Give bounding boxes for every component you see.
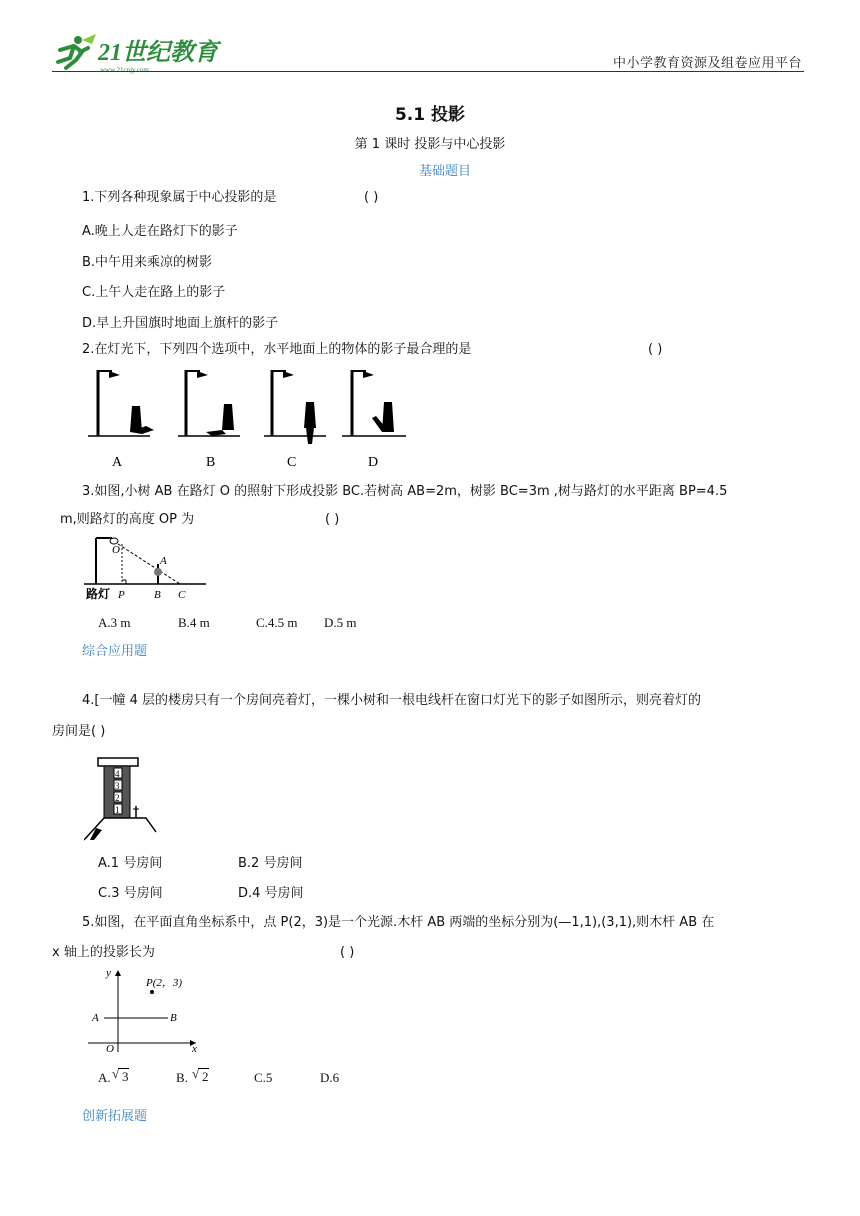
q5-label-a: A bbox=[92, 1012, 99, 1024]
q5-label-p: P(2，3) bbox=[146, 977, 183, 989]
q5-option-d: D.6 bbox=[320, 1070, 340, 1085]
q2-label-d: D bbox=[368, 455, 379, 470]
q4-figure bbox=[84, 754, 174, 846]
lesson-subtitle: 第 1 课时 投影与中心投影 bbox=[354, 137, 506, 152]
q2-stem: 2.在灯光下，下列四个选项中，水平地面上的物体的影子最合理的是 bbox=[82, 342, 472, 357]
q3-label-lamp: 路灯 bbox=[86, 587, 111, 601]
q1-stem: 1.下列各种现象属于中心投影的是 bbox=[82, 190, 277, 205]
q2-label-a: A bbox=[112, 455, 123, 470]
q5-option-b-label: B. bbox=[176, 1070, 188, 1085]
q2-figure-c bbox=[264, 370, 326, 444]
q3-stem-line1: 3.如图,小树 AB 在路灯 O 的照射下形成投影 BC.若树高 AB=2m，树影 BC=3m ,树与路灯的水平距离 BP=4.5 bbox=[82, 484, 728, 499]
section-basic: 基础题目 bbox=[418, 164, 471, 179]
runner-logo-icon bbox=[52, 30, 232, 76]
q5-label-x: x bbox=[192, 1043, 197, 1055]
q5-label-o: O bbox=[106, 1043, 114, 1055]
q4-option-c: C.3 号房间 bbox=[98, 886, 163, 901]
q4-stem-line2: 房间是( ) bbox=[52, 724, 106, 739]
q2-figure-a bbox=[88, 370, 154, 436]
q1-paren: ( ) bbox=[364, 190, 379, 205]
logo bbox=[52, 30, 232, 76]
q5-figure bbox=[84, 964, 206, 1056]
q4-stem-line1: 4.[一幢 4 层的楼房只有一个房间亮着灯，一棵小树和一根电线杆在窗口灯光下的影子如图所示，则亮着灯的 bbox=[82, 693, 702, 708]
q5-option-b-value bbox=[192, 1066, 209, 1085]
q4-option-a: A.1 号房间 bbox=[98, 856, 163, 871]
section-applied: 综合应用题 bbox=[82, 644, 148, 659]
q3-label-c: C bbox=[178, 589, 186, 601]
q1-option-a: A.晚上人走在路灯下的影子 bbox=[82, 224, 238, 239]
q4-floor-3: 3 bbox=[115, 781, 120, 791]
q2-label-b: B bbox=[206, 455, 216, 470]
section-extension: 创新拓展题 bbox=[82, 1109, 148, 1124]
sqrt-icon: √ bbox=[192, 1066, 200, 1081]
q3-label-p: P bbox=[118, 589, 125, 601]
q3-figure bbox=[84, 534, 210, 604]
page-title: 5.1 投影 bbox=[394, 105, 466, 125]
q3-option-b: B.4 m bbox=[178, 615, 210, 630]
q5-stem-line2: x 轴上的投影长为 bbox=[52, 945, 155, 960]
platform-name: 中小学教育资源及组卷应用平台 bbox=[612, 56, 802, 71]
q5-option-a-value bbox=[112, 1066, 129, 1085]
logo-url: www.21cnjy.com bbox=[100, 66, 149, 74]
q5-stem-line1: 5.如图，在平面直角坐标系中，点 P(2，3)是一个光源.木杆 AB 两端的坐标分别为(—1,1),(3,1),则木杆 AB 在 bbox=[82, 915, 715, 930]
q3-paren: ( ) bbox=[325, 512, 340, 527]
header-divider bbox=[52, 71, 804, 72]
q4-floor-2: 2 bbox=[115, 793, 120, 803]
q4-floor-1: 1 bbox=[115, 805, 120, 815]
q4-floor-4: 4 bbox=[115, 769, 120, 779]
q4-option-b: B.2 号房间 bbox=[238, 856, 303, 871]
q3-option-c: C.4.5 m bbox=[256, 615, 298, 630]
q2-paren: ( ) bbox=[648, 342, 663, 357]
sqrt-icon: √ bbox=[112, 1066, 120, 1081]
q5-option-a-label: A. bbox=[98, 1070, 111, 1085]
q5-option-c: C.5 bbox=[254, 1070, 273, 1085]
q2-figure-d bbox=[342, 370, 406, 436]
q3-label-b: B bbox=[154, 589, 161, 601]
q5-label-y: y bbox=[106, 967, 111, 979]
logo-text: 21世纪教育 bbox=[98, 40, 218, 66]
q5-option-a-radicand: 3 bbox=[122, 1069, 129, 1084]
q5-paren: ( ) bbox=[340, 945, 355, 960]
q3-label-a: A bbox=[160, 555, 167, 567]
q4-option-d: D.4 号房间 bbox=[238, 886, 304, 901]
q5-option-b-radicand: 2 bbox=[202, 1069, 209, 1084]
q1-option-b: B.中午用来乘凉的树影 bbox=[82, 255, 213, 270]
q2-figure-b bbox=[178, 370, 240, 436]
q5-label-b: B bbox=[170, 1012, 177, 1024]
q3-option-d: D.5 m bbox=[324, 615, 357, 630]
q2-label-c: C bbox=[287, 455, 297, 470]
q1-option-c: C.上午人走在路上的影子 bbox=[82, 285, 226, 300]
q2-figure bbox=[84, 362, 414, 470]
q1-option-d: D.早上升国旗时地面上旗杆的影子 bbox=[82, 316, 279, 331]
q3-option-a: A.3 m bbox=[98, 615, 131, 630]
q3-label-o: O bbox=[112, 544, 120, 556]
q3-stem-line2: m,则路灯的高度 OP 为 bbox=[60, 512, 195, 527]
